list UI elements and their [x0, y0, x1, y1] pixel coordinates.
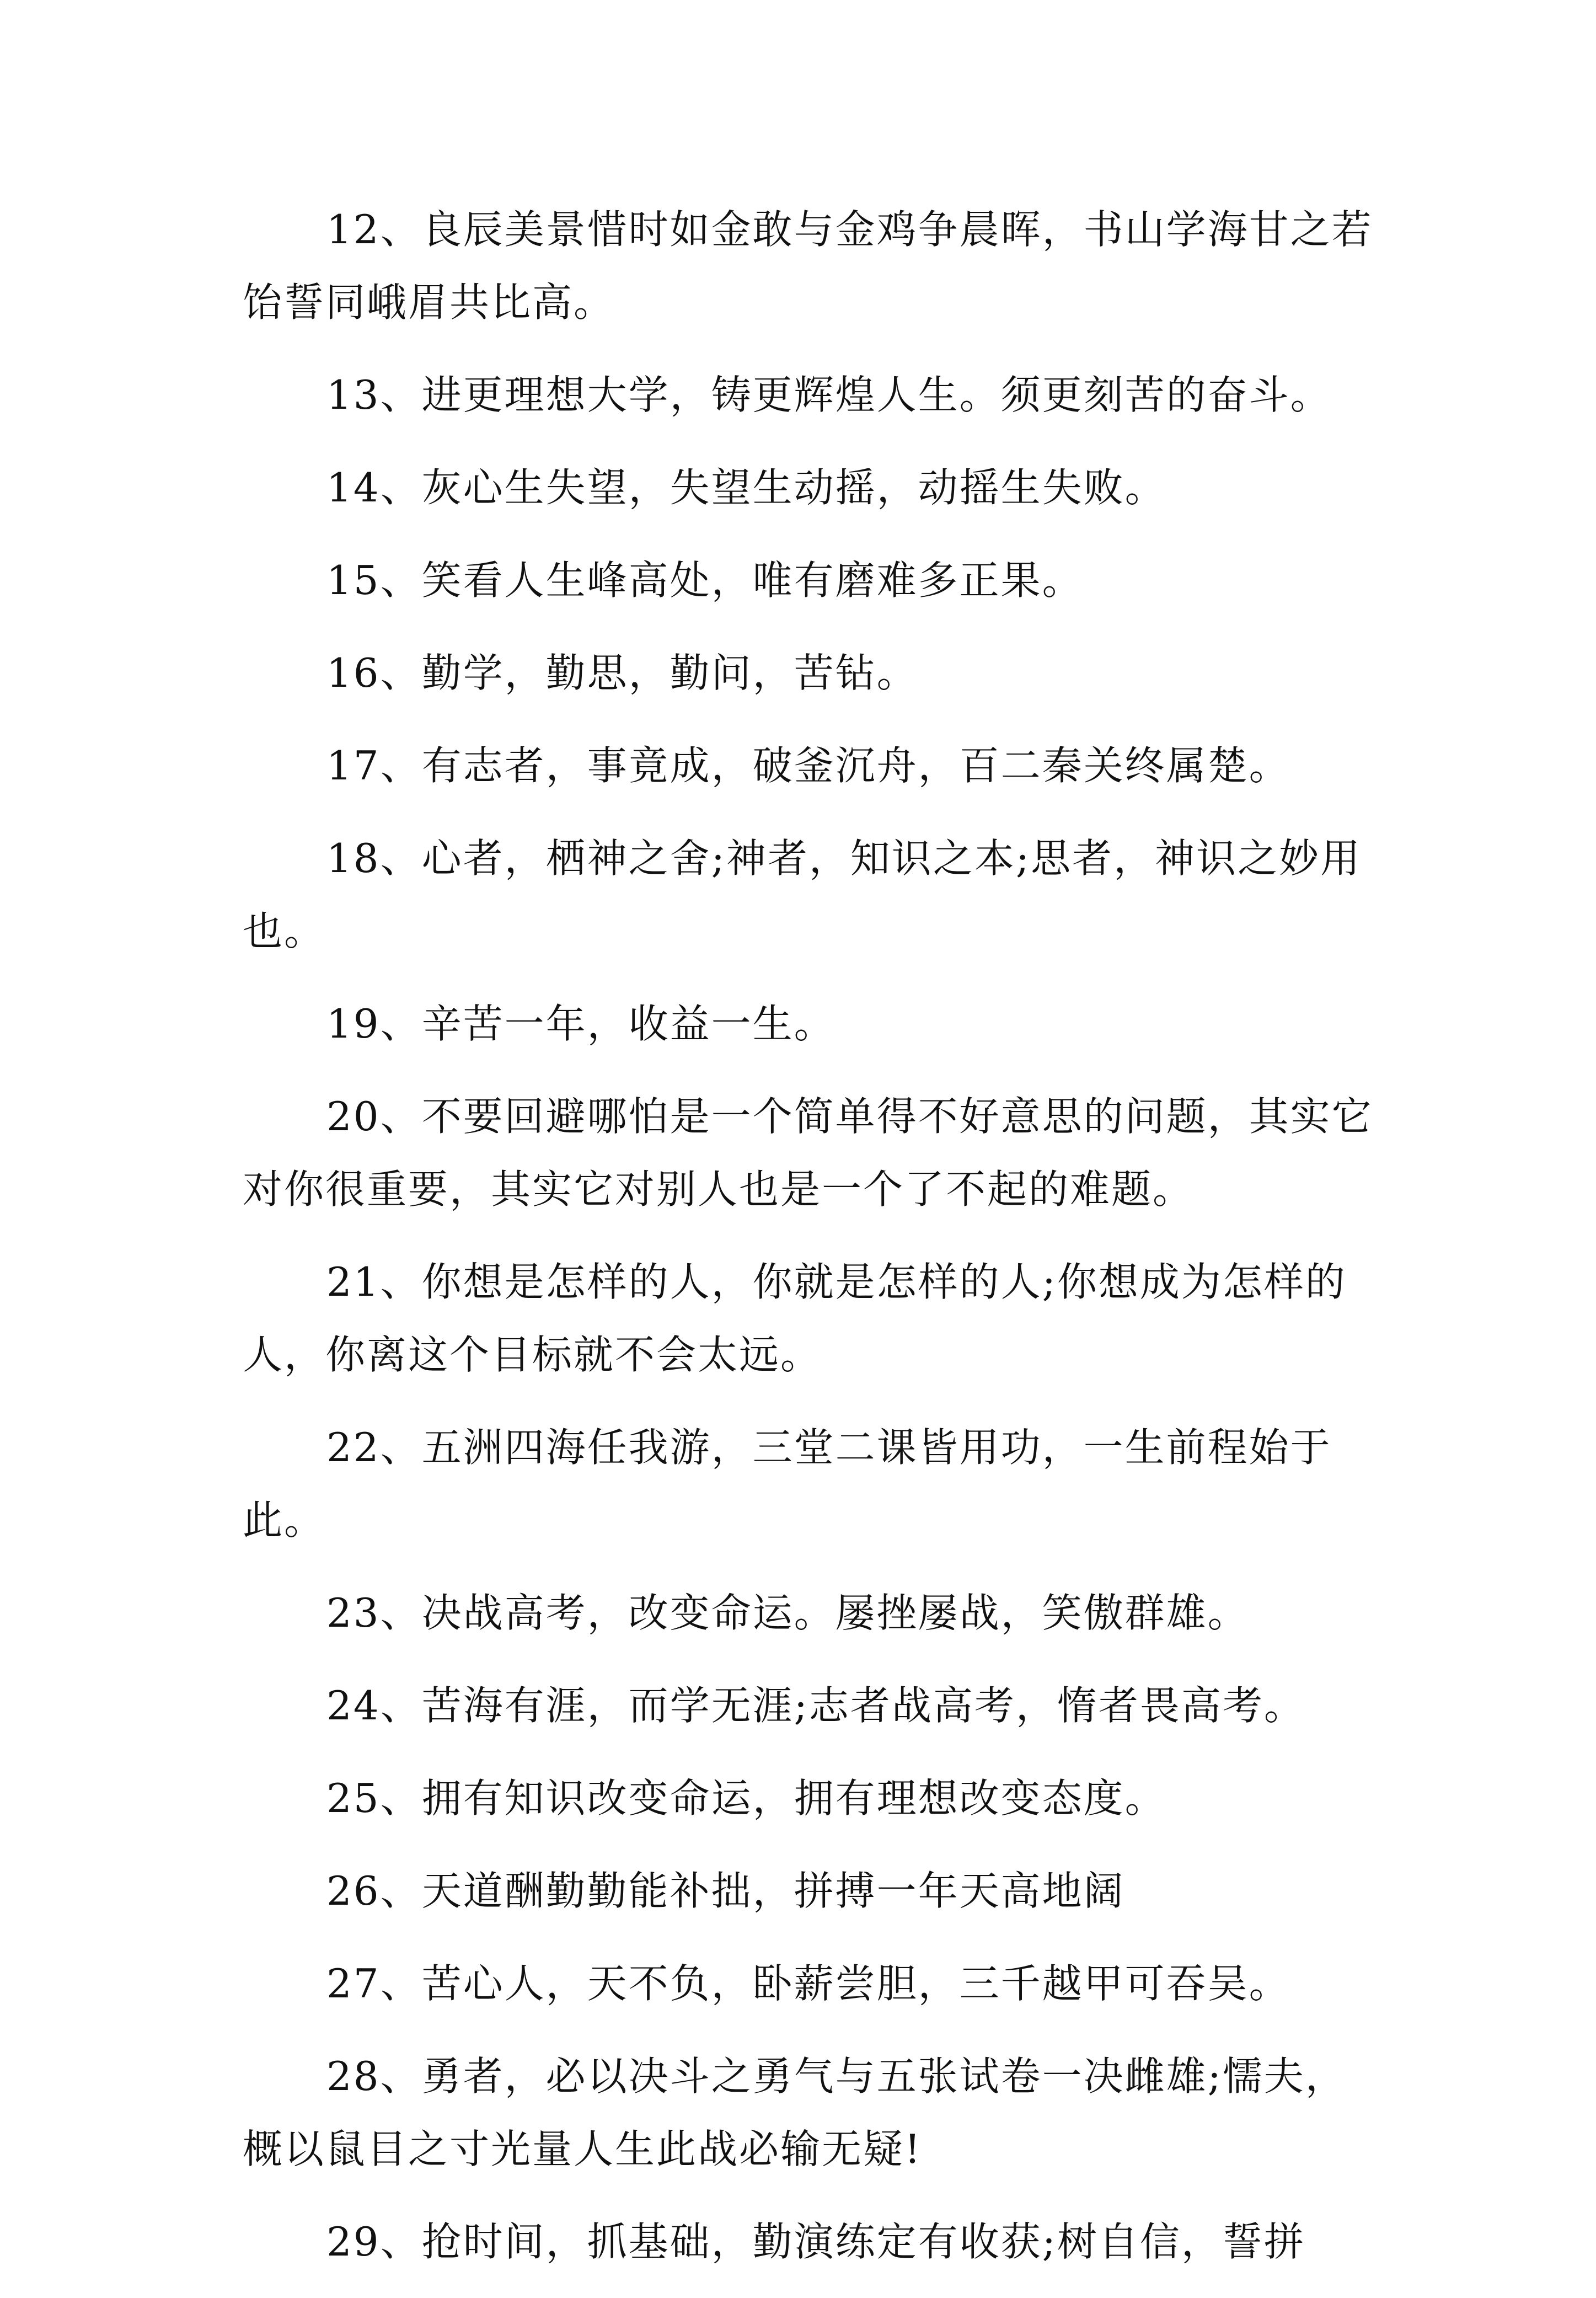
paragraph-text: 、决战高考，改变命运。屡挫屡战，笑傲群雄。	[380, 1590, 1249, 1636]
paragraph-number: 14	[326, 464, 381, 511]
paragraph-text: 、五洲四海任我游，三堂二课皆用功，一生前程始于此。	[243, 1424, 1332, 1543]
paragraph-text: 、心者，栖神之舍;神者，知识之本;思者，神识之妙用也。	[243, 835, 1362, 954]
paragraph-18	[243, 822, 1373, 968]
paragraph-16	[243, 637, 1373, 709]
paragraph-text: 、笑看人生峰高处，唯有磨难多正果。	[380, 557, 1084, 603]
paragraph-number: 15	[326, 557, 381, 603]
paragraph-25	[243, 1762, 1373, 1835]
paragraph-19	[243, 987, 1373, 1060]
paragraph-26	[243, 1855, 1373, 1927]
paragraph-text: 、辛苦一年，收益一生。	[380, 1001, 836, 1047]
paragraph-text: 、有志者，事竟成，破釜沉舟，百二秦关终属楚。	[380, 742, 1290, 789]
paragraph-text: 、天道酬勤勤能补拙，拼搏一年天高地阔	[380, 1868, 1125, 1914]
paragraph-number: 19	[326, 1001, 381, 1047]
paragraph-28	[243, 2040, 1373, 2185]
paragraph-13	[243, 359, 1373, 431]
paragraph-text: 、勇者，必以决斗之勇气与五张试卷一决雌雄;懦夫，概以鼠目之寸光量人生此战必输无疑!	[243, 2053, 1347, 2172]
paragraph-number: 24	[326, 1682, 381, 1729]
paragraph-17	[243, 729, 1373, 802]
paragraph-14	[243, 451, 1373, 524]
paragraph-text: 、灰心生失望，失望生动摇，动摇生失败。	[380, 464, 1166, 511]
paragraph-29	[243, 2205, 1373, 2278]
paragraph-15	[243, 544, 1373, 617]
paragraph-23	[243, 1576, 1373, 1649]
paragraph-text: 、拥有知识改变命运，拥有理想改变态度。	[380, 1775, 1166, 1821]
paragraph-21	[243, 1246, 1373, 1391]
paragraph-text: 、良辰美景惜时如金敢与金鸡争晨晖，书山学海甘之若饴誓同峨眉共比高。	[243, 206, 1373, 325]
paragraph-number: 18	[326, 835, 381, 881]
paragraph-22	[243, 1411, 1373, 1557]
document-body	[243, 193, 1373, 2298]
paragraph-number: 26	[326, 1868, 381, 1914]
paragraph-text: 、苦心人，天不负，卧薪尝胆，三千越甲可吞吴。	[380, 1960, 1290, 2007]
paragraph-24	[243, 1669, 1373, 1742]
paragraph-number: 23	[326, 1590, 381, 1636]
paragraph-text: 、不要回避哪怕是一个简单得不好意思的问题，其实它对你很重要，其实它对别人也是一个了不起的难题。	[243, 1093, 1373, 1212]
paragraph-20	[243, 1080, 1373, 1226]
paragraph-number: 12	[326, 206, 381, 253]
paragraph-number: 17	[326, 742, 381, 789]
paragraph-text: 、抢时间，抓基础，勤演练定有收获;树自信，誓拼	[380, 2219, 1305, 2265]
paragraph-number: 25	[326, 1775, 381, 1821]
paragraph-number: 13	[326, 372, 381, 418]
paragraph-number: 27	[326, 1960, 381, 2007]
paragraph-text: 、进更理想大学，铸更辉煌人生。须更刻苦的奋斗。	[380, 372, 1332, 418]
paragraph-text: 、苦海有涯，而学无涯;志者战高考，惰者畏高考。	[380, 1682, 1305, 1729]
paragraph-number: 22	[326, 1424, 381, 1471]
paragraph-number: 21	[326, 1259, 381, 1305]
paragraph-number: 20	[326, 1093, 381, 1140]
paragraph-number: 16	[326, 650, 381, 696]
paragraph-text: 、你想是怎样的人，你就是怎样的人;你想成为怎样的人，你离这个目标就不会太远。	[243, 1259, 1347, 1378]
paragraph-number: 29	[326, 2219, 381, 2265]
paragraph-text: 、勤学，勤思，勤问，苦钻。	[380, 650, 918, 696]
paragraph-number: 28	[326, 2053, 381, 2099]
paragraph-27	[243, 1947, 1373, 2020]
paragraph-12	[243, 193, 1373, 339]
